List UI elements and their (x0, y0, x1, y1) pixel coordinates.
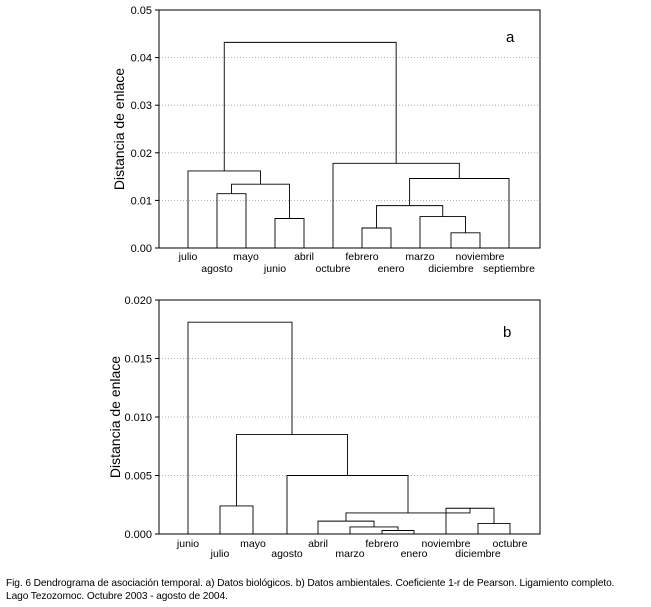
leaf-label-diciembre: diciembre (455, 548, 501, 560)
leaf-label-agosto: agosto (201, 263, 233, 275)
panel-label: a (506, 29, 515, 46)
leaf-label-marzo: marzo (335, 548, 365, 560)
leaf-label-junio: junio (263, 263, 287, 275)
caption-line-2: Lago Tezozomoc. Octubre 2003 - agosto de 2004. (6, 591, 228, 602)
merge-link (224, 42, 396, 171)
y-tick-label: 0.010 (124, 412, 152, 424)
leaf-label-octubre: octubre (492, 538, 528, 550)
merge-link (410, 179, 509, 248)
leaf-label-enero: enero (377, 263, 405, 275)
y-axis-title: Distancia de enlace (111, 67, 127, 191)
leaf-label-mayo: mayo (233, 251, 259, 263)
figure-caption (6, 577, 651, 603)
merge-link (362, 228, 391, 248)
leaf-label-agosto: agosto (271, 548, 303, 560)
merge-link (451, 233, 480, 248)
merge-link (188, 322, 292, 534)
merge-link (217, 194, 246, 248)
merge-link (478, 523, 510, 534)
merge-link (275, 218, 304, 248)
merge-link (287, 476, 408, 535)
leaf-label-noviembre: noviembre (421, 538, 471, 550)
merge-link (220, 506, 253, 534)
merge-link (188, 171, 261, 248)
y-tick-label: 0.005 (124, 470, 152, 483)
y-tick-label: 0.03 (130, 100, 152, 113)
plot-frame (159, 10, 540, 248)
caption-line-1: Fig. 6 Dendrograma de asociación temporal. a) Datos biológicos. b) Datos ambientales. Coeficiente 1-r de Pearson. Ligamiento completo. (6, 578, 615, 589)
leaf-label-abril: abril (294, 251, 314, 263)
merge-link (382, 530, 414, 534)
y-tick-label: 0.000 (124, 529, 152, 541)
y-tick-label: 0.04 (130, 52, 152, 65)
leaf-label-abril: abril (308, 538, 328, 550)
leaf-label-mayo: mayo (240, 538, 266, 550)
leaf-label-noviembre: noviembre (455, 251, 505, 263)
leaf-label-marzo: marzo (405, 251, 435, 263)
merge-link (420, 217, 466, 248)
y-tick-label: 0.020 (124, 295, 152, 307)
leaf-label-junio: junio (176, 538, 200, 550)
y-tick-label: 0.01 (130, 195, 152, 208)
panel-label: b (503, 324, 512, 341)
leaf-label-julio: julio (178, 251, 198, 263)
y-tick-label: 0.00 (130, 243, 152, 255)
merge-link (232, 184, 290, 218)
leaf-label-diciembre: diciembre (428, 263, 474, 275)
leaf-label-febrero: febrero (345, 251, 379, 263)
dendrogram-panel-b (107, 295, 540, 560)
leaf-label-febrero: febrero (365, 538, 399, 550)
leaf-label-septiembre: septiembre (483, 263, 535, 275)
merge-link (237, 435, 348, 506)
y-axis-title: Distancia de enlace (107, 355, 123, 479)
y-tick-label: 0.015 (124, 353, 152, 366)
y-tick-label: 0.02 (130, 147, 152, 160)
leaf-label-enero: enero (400, 548, 428, 560)
leaf-label-julio: julio (210, 548, 230, 560)
dendrogram-panel-a (111, 5, 540, 275)
leaf-label-octubre: octubre (315, 263, 351, 275)
y-tick-label: 0.05 (130, 5, 152, 17)
merge-link (318, 521, 374, 534)
